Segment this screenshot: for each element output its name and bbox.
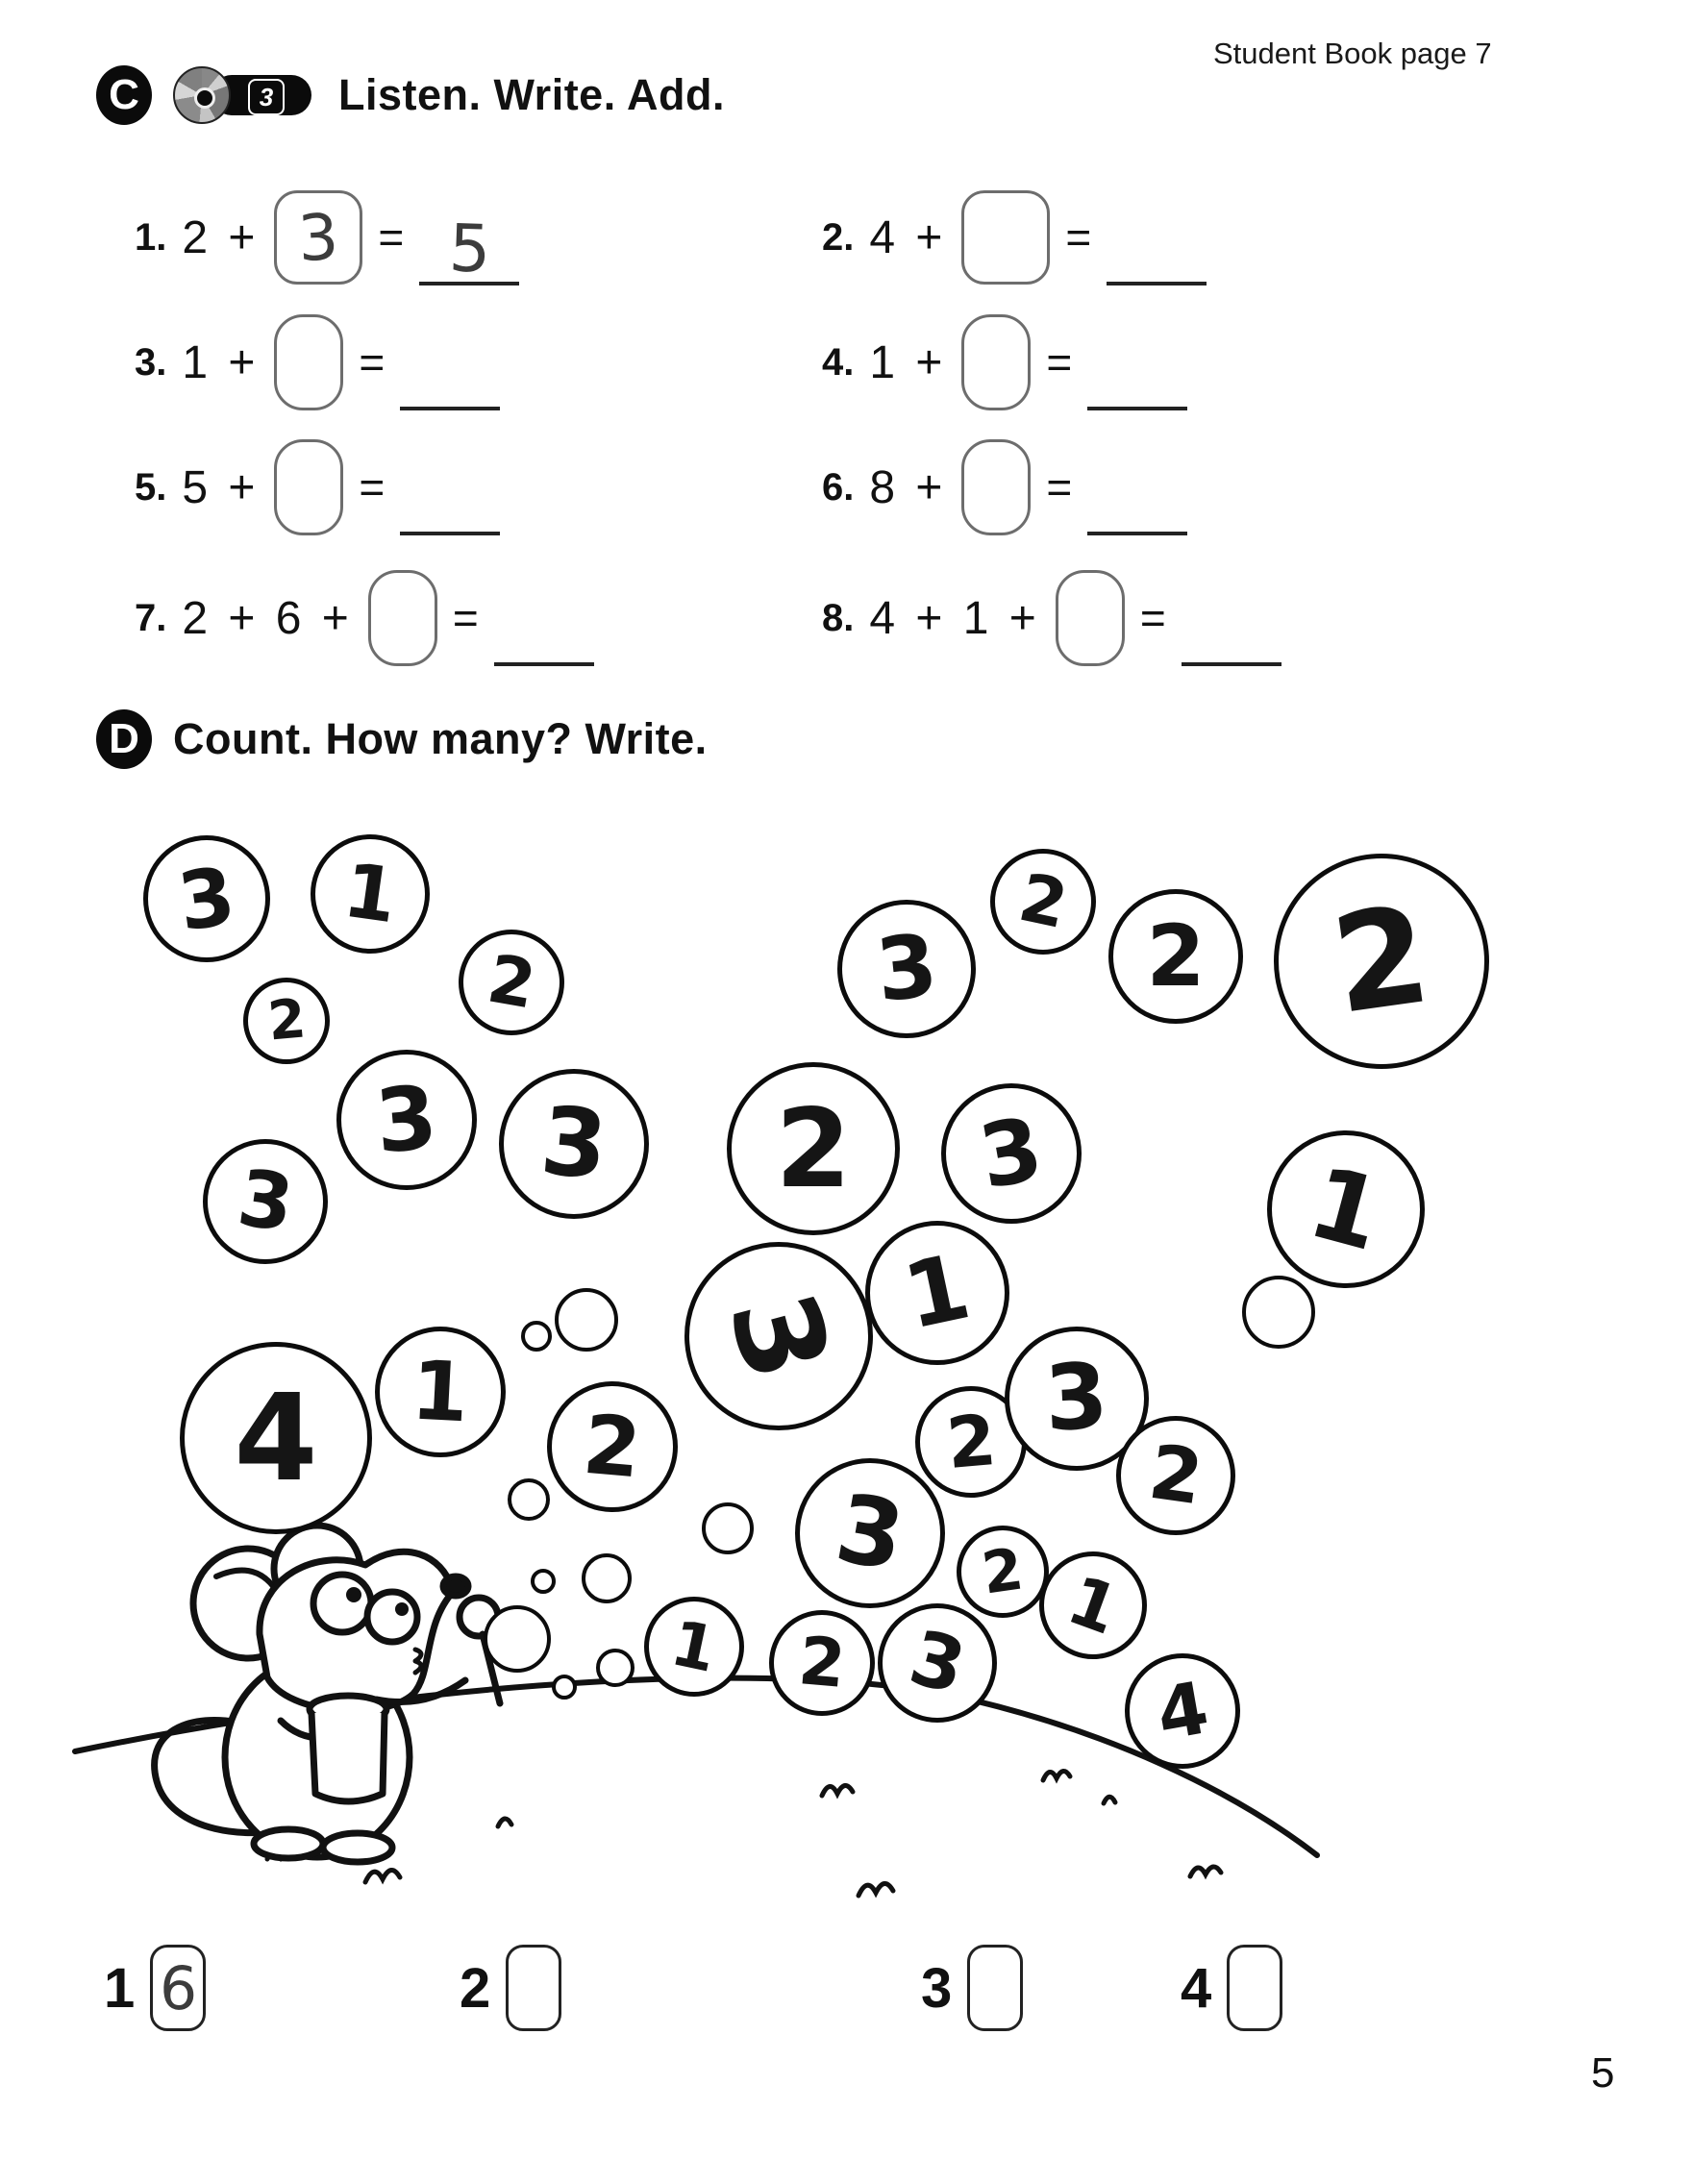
- count-label: 2: [460, 1956, 491, 2020]
- problem-expression: 1 +: [869, 336, 947, 388]
- bubble-digit: 1: [895, 1234, 980, 1351]
- bubble-digit: 2: [942, 1399, 999, 1485]
- handwritten-box-value: 3: [296, 199, 341, 276]
- bubble-digit: 1: [665, 1606, 723, 1687]
- empty-bubble: [555, 1288, 618, 1352]
- number-bubble: [1039, 1551, 1147, 1659]
- equals-sign: =: [1065, 212, 1092, 262]
- handwritten-count: 6: [158, 1951, 199, 2024]
- number-bubble: [865, 1221, 1009, 1365]
- problem-expression: 5 +: [182, 461, 260, 513]
- number-bubble: [311, 834, 430, 954]
- bubble-digit: 2: [264, 987, 309, 1054]
- empty-bubble: [508, 1478, 550, 1521]
- bubble-digit: 1: [1058, 1560, 1129, 1650]
- count-answer-4: [1181, 1940, 1282, 2036]
- number-bubble: [1125, 1653, 1240, 1769]
- number-bubble: [990, 849, 1096, 955]
- empty-bubble: [521, 1321, 552, 1352]
- page-number: 5: [1591, 2049, 1615, 2097]
- bubble-digit: 2: [775, 1084, 852, 1212]
- bubble-digit: 2: [978, 1535, 1028, 1608]
- number-bubble: [243, 978, 330, 1064]
- cd-track-number: 3: [248, 79, 285, 115]
- problem-expression: 8 +: [869, 461, 947, 513]
- number-bubble: [459, 930, 564, 1035]
- number-bubble: [1116, 1416, 1235, 1535]
- number-bubble: [644, 1597, 744, 1697]
- count-label: 3: [921, 1956, 953, 2020]
- number-bubble: [1267, 1130, 1425, 1288]
- bubble-digit: 4: [234, 1368, 318, 1508]
- empty-bubble: [484, 1605, 551, 1673]
- empty-bubble: [531, 1569, 556, 1594]
- number-bubble: [795, 1458, 945, 1608]
- count-box[interactable]: [506, 1945, 561, 2031]
- student-book-reference: Student Book page 7: [1213, 37, 1492, 70]
- number-bubble: [203, 1139, 328, 1264]
- empty-bubble: [596, 1649, 634, 1687]
- bubble-digit: 3: [828, 1473, 912, 1594]
- equals-sign: =: [378, 212, 405, 262]
- empty-bubble: [702, 1502, 754, 1554]
- problem-expression: 4 +: [869, 211, 947, 263]
- count-label: 4: [1181, 1956, 1212, 2020]
- count-box[interactable]: [967, 1945, 1023, 2031]
- number-bubble: [769, 1610, 875, 1716]
- count-box[interactable]: [1227, 1945, 1282, 2031]
- bubble-digit: 2: [482, 939, 541, 1025]
- number-bubble: [143, 835, 270, 962]
- equals-sign: =: [452, 593, 479, 643]
- bubble-digit: 3: [172, 848, 241, 950]
- number-bubble: [1274, 854, 1489, 1069]
- empty-bubble: [1242, 1276, 1315, 1349]
- problem-expression: 1 +: [182, 336, 260, 388]
- equals-sign: =: [1139, 593, 1166, 643]
- problem-number: 4.: [822, 340, 855, 384]
- empty-bubble: [582, 1553, 632, 1603]
- problem-expression: 2 + 6 +: [182, 592, 353, 644]
- bubble-digit: 1: [337, 847, 403, 941]
- section-d-title: Count. How many? Write.: [173, 714, 708, 763]
- handwritten-answer: 5: [447, 211, 492, 289]
- count-answer-2: [460, 1940, 561, 2036]
- bubble-digit: 3: [701, 1278, 857, 1394]
- section-c-badge: C: [96, 65, 152, 125]
- bubble-digit: 2: [795, 1622, 849, 1703]
- problem-number: 2.: [822, 215, 855, 259]
- number-bubble: [941, 1083, 1082, 1224]
- problem-number: 8.: [822, 596, 855, 639]
- bubble-digit: 2: [1146, 906, 1206, 1005]
- bubble-digit: 3: [871, 915, 942, 1022]
- section-c-title: Listen. Write. Add.: [338, 70, 726, 119]
- number-bubble: [547, 1381, 678, 1512]
- number-bubble: [375, 1327, 506, 1457]
- bubble-digit: 2: [1012, 858, 1074, 944]
- bubble-digit: 3: [901, 1614, 974, 1712]
- bubble-digit: 1: [1297, 1144, 1395, 1274]
- equals-sign: =: [359, 337, 386, 387]
- count-answer-1: [104, 1940, 206, 2036]
- problem-number: 6.: [822, 465, 855, 509]
- section-d-badge: D: [96, 709, 152, 769]
- number-bubble: [727, 1062, 900, 1235]
- number-bubble: [957, 1526, 1049, 1618]
- number-bubble: [837, 900, 976, 1038]
- empty-bubble: [552, 1675, 577, 1700]
- number-bubble: [878, 1603, 997, 1723]
- bubble-digit: 3: [972, 1098, 1051, 1209]
- number-bubble: [336, 1050, 477, 1190]
- equals-sign: =: [1046, 337, 1073, 387]
- bubble-digit: 2: [580, 1397, 645, 1497]
- bubble-digit: 3: [371, 1066, 442, 1174]
- count-answer-3: [921, 1940, 1023, 2036]
- problem-number: 5.: [135, 465, 167, 509]
- bubble-digit: 2: [1143, 1428, 1208, 1523]
- bubble-digit: 4: [1150, 1664, 1215, 1757]
- count-box[interactable]: [150, 1945, 206, 2031]
- bubble-digit: 3: [1042, 1344, 1111, 1452]
- bubble-digit: 3: [232, 1153, 299, 1250]
- bubble-digit: 3: [536, 1086, 611, 1202]
- problem-expression: 4 + 1 +: [869, 592, 1040, 644]
- bubble-digit: 2: [1324, 877, 1439, 1045]
- problem-number: 1.: [135, 215, 167, 259]
- bubble-digit: 1: [409, 1343, 472, 1441]
- count-label: 1: [104, 1956, 136, 2020]
- problem-number: 7.: [135, 596, 167, 639]
- equals-sign: =: [359, 462, 386, 512]
- problem-number: 3.: [135, 340, 167, 384]
- number-bubble: [180, 1342, 372, 1534]
- number-bubble: [1108, 889, 1243, 1024]
- number-bubble: [684, 1242, 873, 1430]
- number-bubble: [499, 1069, 649, 1219]
- equals-sign: =: [1046, 462, 1073, 512]
- problem-expression: 2 +: [182, 211, 260, 263]
